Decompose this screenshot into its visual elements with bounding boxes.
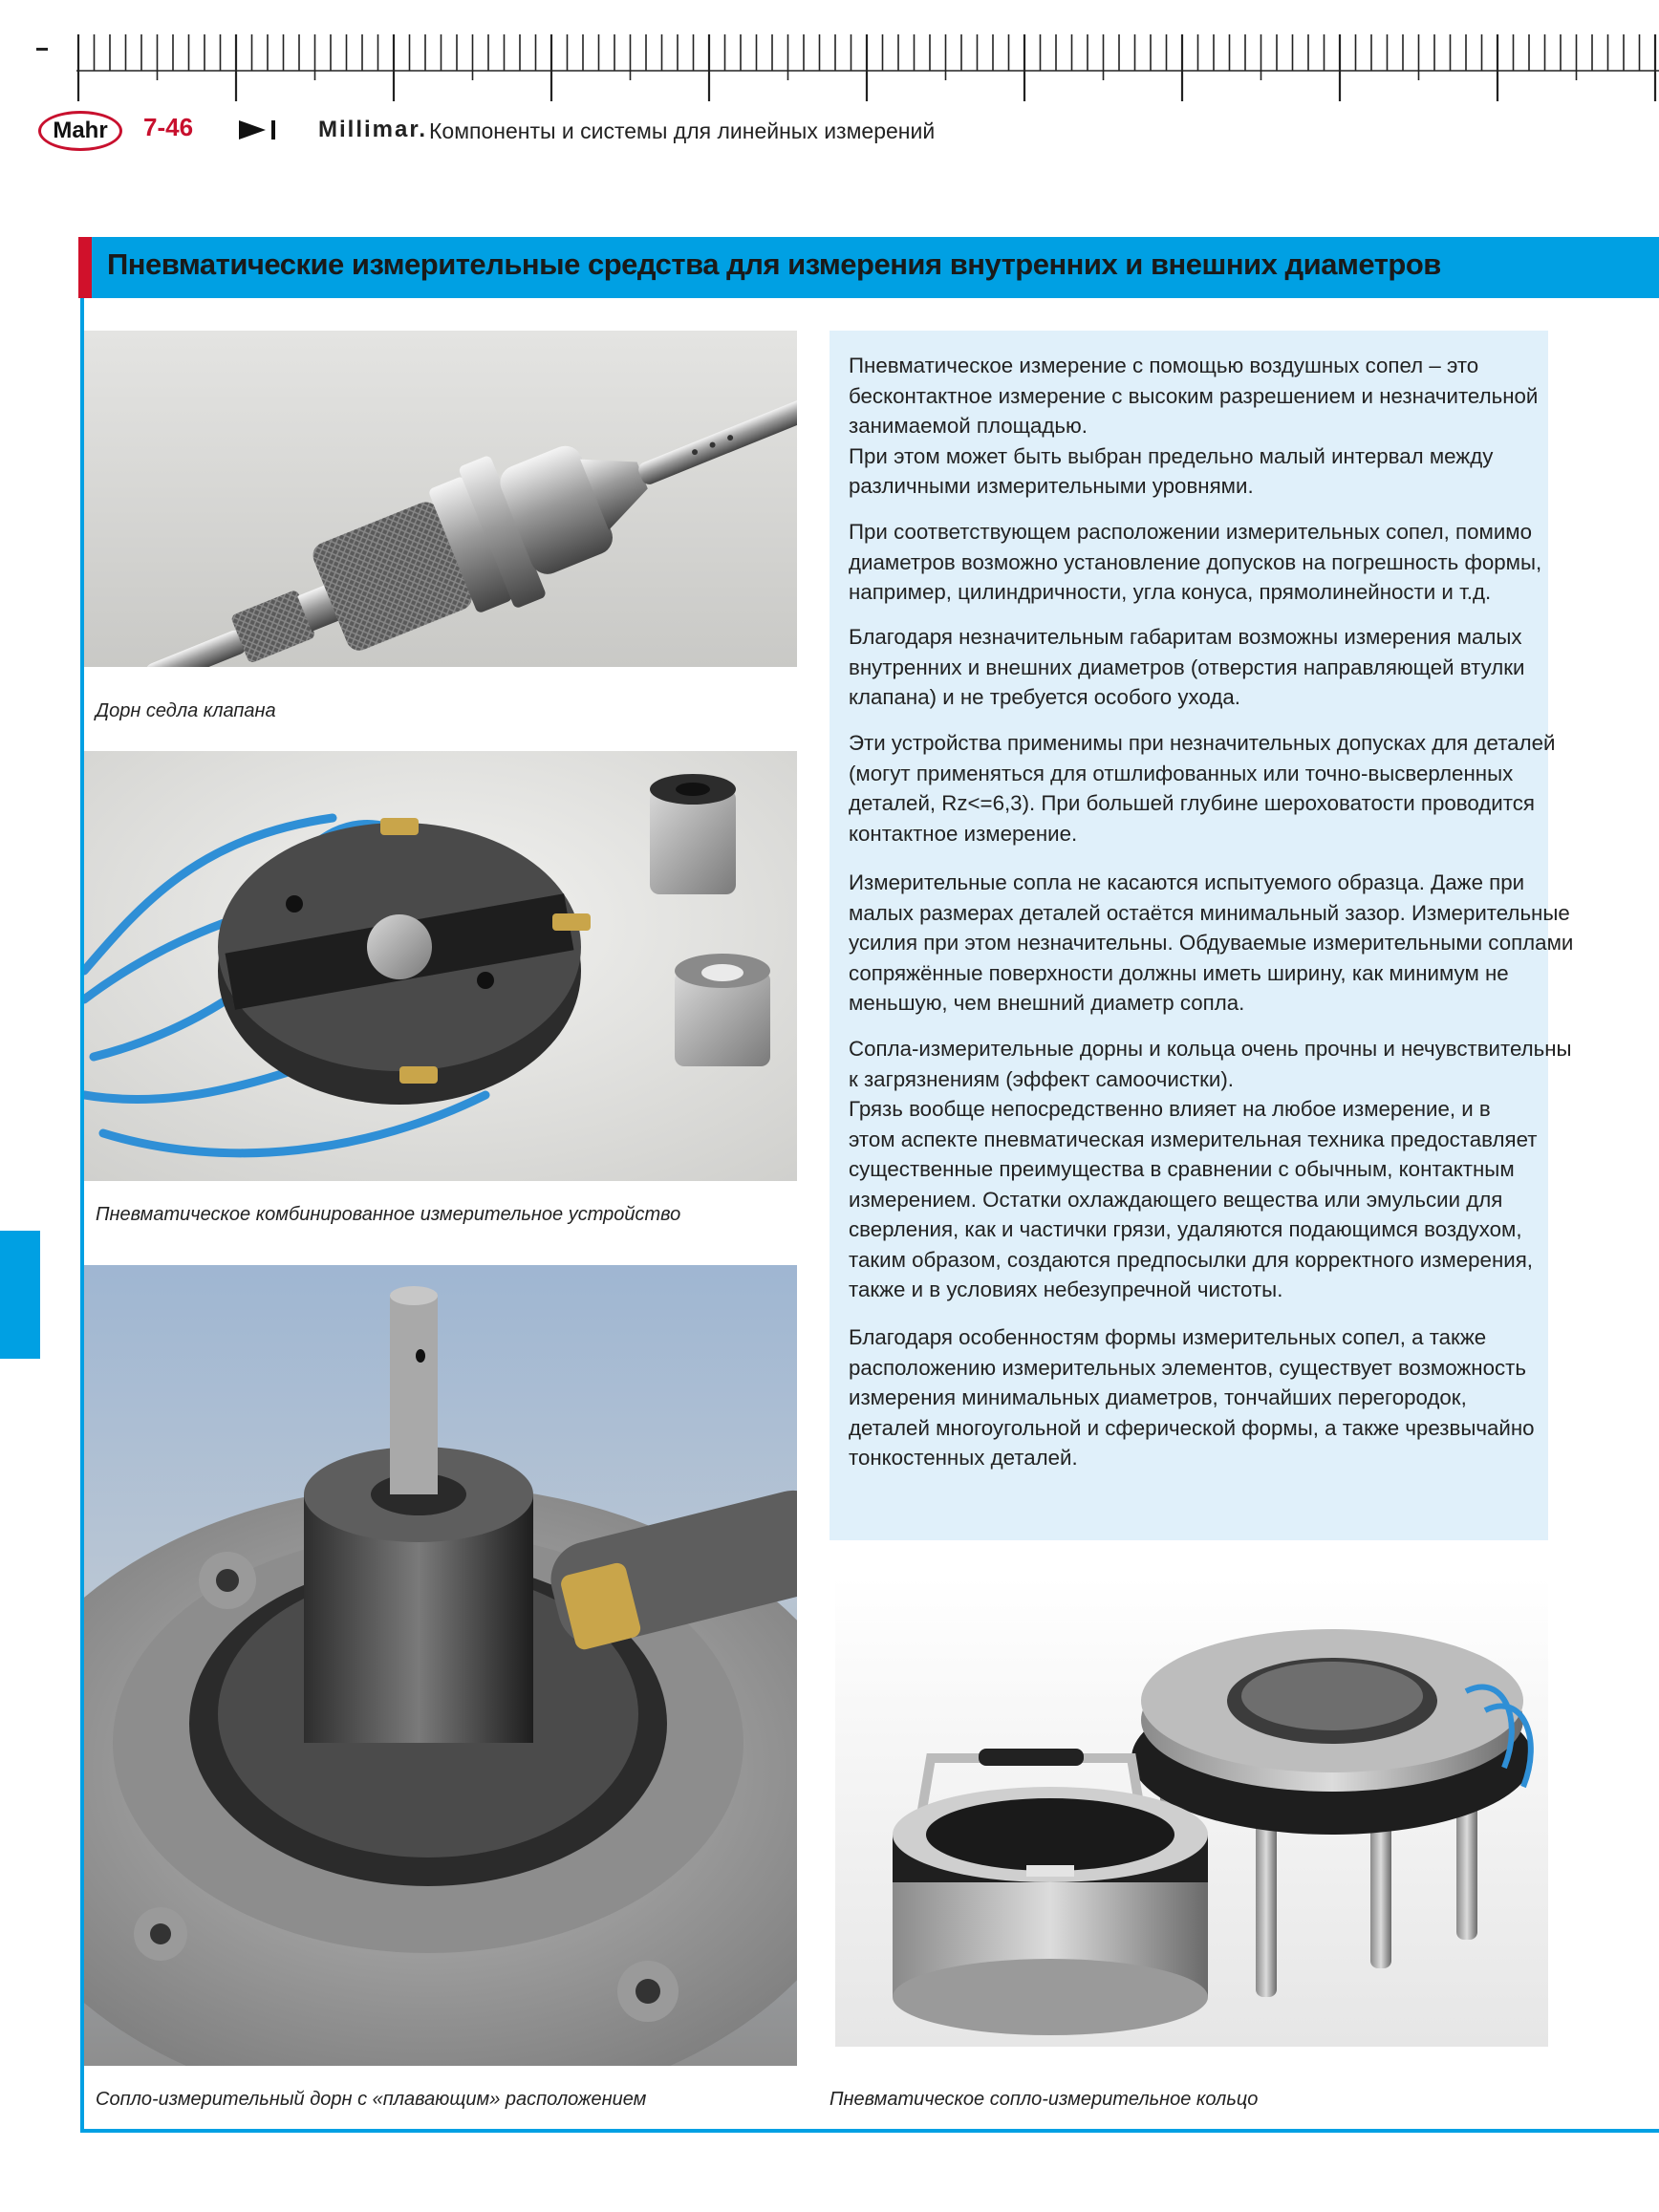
page-number: 7-46 [143,113,194,141]
paragraph-7 [849,1322,1542,1473]
ruler-strip [0,0,1659,105]
paragraph-line: также и в условиях небезупречной чистоты. [849,1278,1283,1301]
mahr-logo [38,111,122,151]
paragraph-line: Благодаря особенностям формы измерительных сопел, а также [849,1325,1487,1349]
paragraph-line: малых размерах деталей остаётся минимальный зазор. Измерительные [849,900,1570,925]
paragraph-line: сопряжённые поверхности должны иметь ширину, как минимум не [849,960,1509,985]
paragraph-line: Грязь вообще непосредственно влияет на любое измерение, и в [849,1097,1491,1121]
paragraph-line: диаметров возможно установление допусков на погрешность формы, [849,549,1542,574]
section-title: Пневматические измерительные средства для измерения внутренних и внешних диаметров [107,247,1441,281]
paragraph-line: существенные преимущества в сравнении с обычным, контактным [849,1157,1515,1181]
title-accent [78,237,92,298]
paragraph-line: сверления, как и частички грязи, удаляются подающимся воздухом, [849,1217,1522,1241]
paragraph-line: тонкостенных деталей. [849,1446,1078,1470]
paragraph-line: деталей многоугольной и сферической формы, а также чрезвычайно [849,1415,1535,1440]
paragraph-line: меньшую, чем внешний диаметр сопла. [849,991,1245,1015]
photo-floating-plug [84,1265,797,2066]
paragraph-line: усилия при этом незначительны. Обдуваемые измерительными соплами [849,931,1574,955]
paragraph-line: измерением. Остатки охлаждающего вещества или эмульсии для [849,1187,1503,1212]
paragraph-line: Эти устройства применимы при незначительных допусках для деталей [849,731,1556,755]
paragraph-line: расположению измерительных элементов, существует возможность [849,1355,1527,1380]
photo-combined-device [84,751,797,1181]
paragraph-5 [849,868,1574,1019]
paragraph-line: деталей, Rz<=6,3). При большей глубине шероховатости проводится [849,791,1535,815]
paragraph-line: внутренних и внешних диаметров (отверстия направляющей втулки [849,655,1525,679]
paragraph-3 [849,622,1542,713]
caption-photo1: Дорн седла клапана [96,700,276,721]
paragraph-line: клапана) и не требуется особого ухода. [849,685,1240,709]
paragraph-line: Измерительные сопла не касаются испытуемого образца. Даже при [849,870,1525,894]
paragraph-line: бесконтактное измерение с высоким разрешением и незначительной [849,383,1539,408]
caption-photo4: Пневматическое сопло-измерительное кольцо [830,2089,1259,2110]
side-tab [0,1231,40,1359]
header-subtitle: Компоненты и системы для линейных измерений [429,118,936,143]
caption-photo2: Пневматическое комбинированное измерительное устройство [96,1204,681,1225]
paragraph-line: различными измерительными уровнями. [849,474,1254,498]
ruler-dash [36,48,48,51]
caption-photo3: Сопло-измерительный дорн с «плавающим» расположением [96,2089,647,2110]
paragraph-line: При этом может быть выбран предельно малый интервал между [849,443,1494,468]
paragraph-line: При соответствующем расположении измерительных сопел, помимо [849,520,1533,544]
paragraph-4 [849,728,1556,848]
paragraph-line: этом аспекте пневматическая измерительная техника предоставляет [849,1127,1538,1151]
play-bar-icon [239,118,281,141]
photo-nozzle-ring [835,1577,1548,2047]
brand-name: Millimar. [318,117,428,142]
paragraph-line: занимаемой площадью. [849,414,1088,438]
paragraph-line: (могут применяться для отшлифованных или точно-высверленных [849,761,1514,785]
paragraph-6 [849,1034,1572,1305]
paragraph-line: измерения минимальных диаметров, тончайших перегородок, [849,1385,1467,1409]
paragraph-line: Пневматическое измерение с помощью воздушных сопел – это [849,354,1479,377]
paragraph-1 [849,351,1542,502]
paragraph-line: таким образом, создаются предпосылки для корректного измерения, [849,1247,1533,1272]
photo-valve-seat-plug [84,331,797,667]
paragraph-line: к загрязнениям (эффект самоочистки). [849,1066,1234,1091]
frame-bottom-line [80,2129,1659,2133]
paragraph-2 [849,517,1542,608]
logo-text: Mahr [53,118,108,143]
paragraph-line: Благодаря незначительным габаритам возможны измерения малых [849,625,1522,649]
paragraph-line: контактное измерение. [849,821,1078,846]
paragraph-line: Сопла-измерительные дорны и кольца очень прочны и нечувствительны [849,1037,1572,1061]
paragraph-line: например, цилиндричности, угла конуса, прямолинейности и т.д. [849,580,1492,604]
